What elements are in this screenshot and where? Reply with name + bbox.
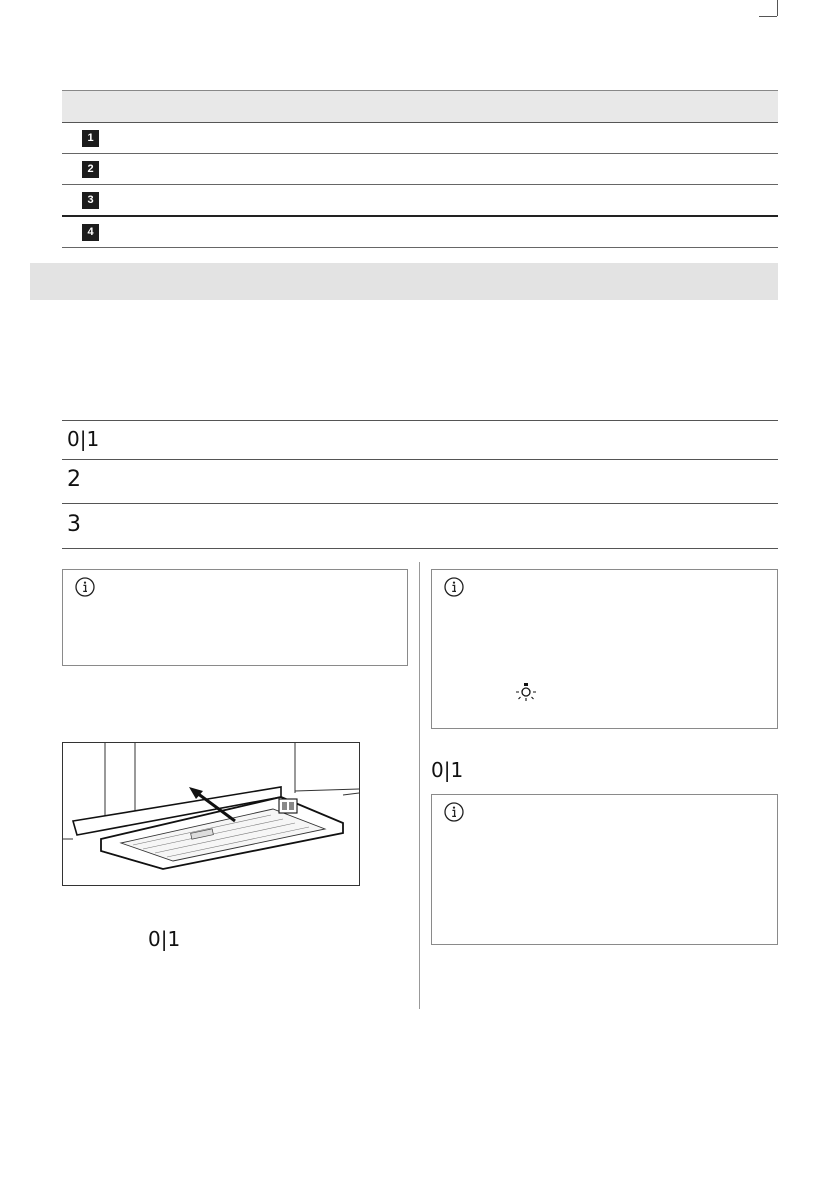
table-row — [62, 123, 778, 154]
components-table-header — [62, 90, 778, 123]
controls-table — [62, 420, 778, 549]
speed-symbol: 2 — [67, 467, 81, 492]
switch-symbol: 0|1 — [67, 427, 100, 451]
table-row — [62, 217, 778, 248]
component-number-badge: 2 — [82, 161, 99, 178]
component-number-badge: 3 — [82, 192, 99, 209]
component-number-badge: 4 — [82, 224, 99, 241]
info-note-box — [431, 569, 778, 729]
table-row — [62, 154, 778, 185]
table-row — [62, 503, 778, 549]
component-number-badge: 1 — [82, 130, 99, 147]
info-icon — [444, 802, 464, 822]
info-note-box — [431, 794, 778, 945]
speed-symbol: 3 — [67, 512, 81, 537]
table-row — [62, 420, 778, 459]
info-icon — [444, 577, 464, 597]
hood-drawing — [63, 743, 359, 885]
switch-symbol: 0|1 — [148, 927, 181, 951]
light-bulb-icon — [515, 682, 537, 704]
info-icon — [75, 577, 95, 597]
components-table — [62, 90, 778, 248]
section-heading-bar — [30, 263, 778, 300]
crop-mark — [777, 0, 778, 16]
info-note-box — [62, 569, 408, 666]
column-divider — [419, 562, 420, 1009]
hood-illustration — [62, 742, 360, 886]
table-row — [62, 185, 778, 217]
switch-symbol: 0|1 — [431, 758, 464, 782]
table-row — [62, 459, 778, 503]
